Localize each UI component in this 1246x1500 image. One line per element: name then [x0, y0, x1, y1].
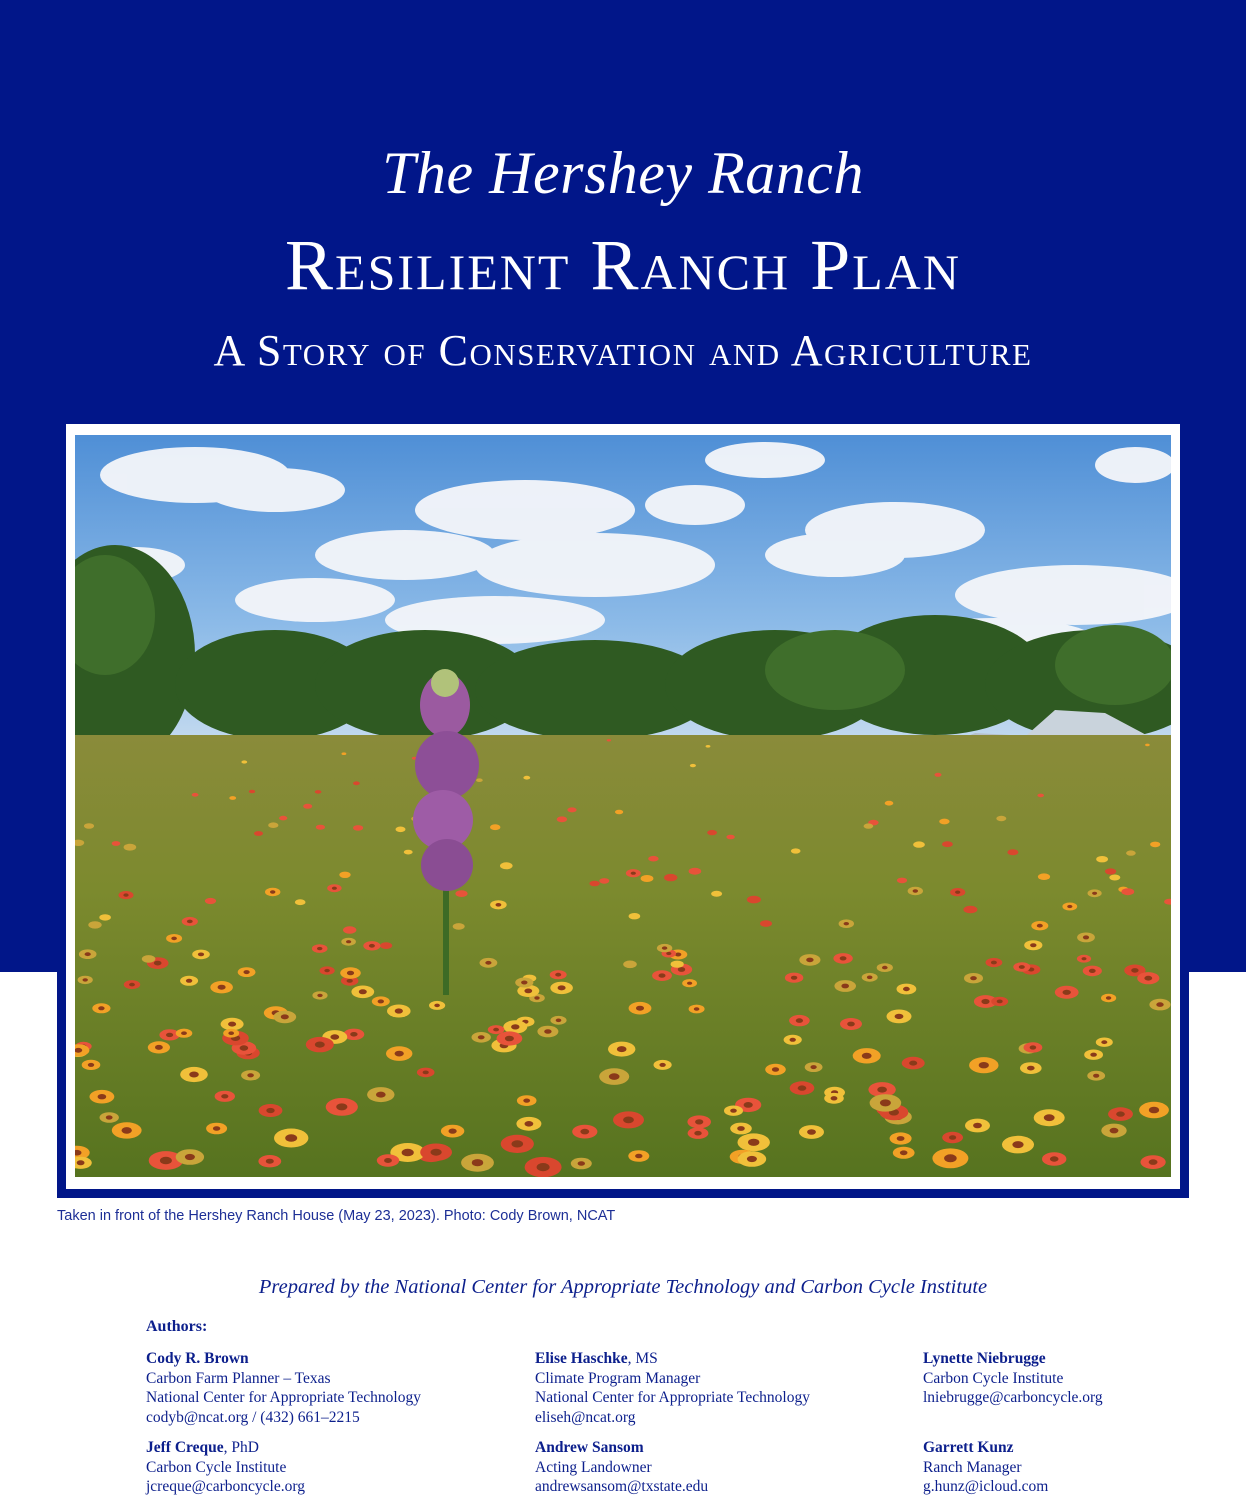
flower: [864, 823, 874, 828]
subtitle: A Story of Conservation and Agriculture: [213, 326, 1033, 375]
flower-center: [106, 1115, 113, 1119]
flower-center: [98, 1094, 107, 1099]
flower: [303, 804, 312, 809]
authors-label: Authors:: [146, 1318, 208, 1335]
flower: [1126, 850, 1136, 855]
flower-center: [281, 1014, 289, 1019]
flower-center: [218, 985, 226, 990]
flower-center: [544, 1029, 551, 1034]
pretitle: The Hershey Ranch: [382, 140, 864, 206]
flower-center: [423, 1071, 429, 1075]
flower: [690, 764, 696, 767]
flower-center: [512, 1140, 524, 1147]
flower-center: [198, 953, 204, 957]
flower-center: [317, 994, 322, 997]
flower-center: [1092, 892, 1097, 895]
flower-center: [537, 1163, 550, 1171]
flower-center: [997, 1000, 1003, 1004]
flower-center: [555, 973, 561, 977]
flower-center: [496, 903, 502, 907]
flower-center: [228, 1031, 234, 1035]
flower-center: [841, 984, 849, 989]
flower-center: [659, 973, 666, 977]
flower-center: [556, 1019, 562, 1023]
flower-center: [737, 1126, 745, 1131]
flower: [942, 841, 953, 847]
flower-center: [336, 1103, 347, 1110]
flower: [1121, 888, 1134, 895]
flower-center: [895, 1014, 904, 1019]
flower-center: [609, 1073, 620, 1080]
flower: [396, 827, 406, 833]
flower: [254, 831, 263, 836]
flower-center: [1149, 1159, 1158, 1165]
flower: [241, 760, 247, 763]
flower-center: [678, 967, 685, 972]
flower-center: [88, 1063, 94, 1067]
author-name: Lynette Niebrugge: [923, 1350, 1046, 1367]
author-card: Jeff Creque, PhD Carbon Cycle Institute jcreque@carboncycle.org: [146, 1439, 306, 1495]
author-name: Andrew Sansom: [535, 1439, 644, 1456]
flower-center: [187, 920, 193, 924]
flower-center: [1144, 976, 1152, 981]
flower: [599, 878, 609, 884]
flower-center: [524, 989, 532, 994]
flower-center: [434, 1004, 440, 1008]
flower-center: [347, 971, 354, 976]
flower-center: [796, 1018, 803, 1023]
flower: [913, 841, 925, 847]
flower-center: [1044, 1114, 1055, 1121]
flower-center: [944, 1154, 957, 1162]
flower-center: [578, 1161, 585, 1166]
flower: [343, 926, 356, 933]
flower: [453, 923, 465, 930]
flower-center: [359, 989, 367, 994]
author-name: Garrett Kunz: [923, 1439, 1014, 1456]
flower: [996, 816, 1006, 821]
flower: [404, 850, 413, 855]
flower: [295, 899, 306, 905]
flower-center: [867, 976, 873, 980]
meadow-illustration: [75, 435, 1171, 1177]
flower-center: [847, 1022, 855, 1027]
flower-center: [431, 1149, 442, 1156]
flower-center: [1116, 1111, 1125, 1116]
flower: [607, 739, 611, 741]
flower-center: [350, 1032, 357, 1037]
flower-center: [695, 1119, 703, 1124]
flower-center: [558, 985, 566, 990]
flower-center: [772, 1067, 779, 1072]
wildflower-meadow-photo: [75, 435, 1171, 1177]
flower-center: [472, 1159, 483, 1166]
flower-center: [790, 1038, 796, 1042]
flower: [963, 906, 977, 914]
flower-center: [98, 1006, 104, 1010]
flower-center: [694, 1131, 701, 1136]
flower-center: [1156, 1002, 1163, 1007]
flower-center: [185, 1154, 195, 1160]
flower-center: [973, 1123, 982, 1129]
flower: [707, 830, 717, 835]
flower: [455, 890, 467, 897]
flower: [1038, 873, 1050, 880]
flower-center: [1090, 1053, 1097, 1057]
flower-center: [332, 887, 337, 890]
flower-center: [662, 946, 667, 949]
flower: [84, 823, 94, 829]
flower-center: [83, 978, 88, 981]
flower-center: [154, 961, 162, 966]
flower-center: [186, 979, 192, 983]
flower: [791, 848, 801, 853]
flower-center: [1083, 935, 1089, 939]
flower-center: [623, 1117, 634, 1124]
flower: [1007, 849, 1018, 855]
flower-center: [617, 1046, 627, 1052]
flower-center: [635, 1154, 642, 1159]
flower: [353, 781, 360, 785]
flower-center: [266, 1108, 274, 1113]
flower-center: [449, 1129, 457, 1134]
flower-center: [1101, 1040, 1107, 1044]
flower-center: [1030, 943, 1036, 947]
flower-center: [521, 981, 527, 985]
flower: [99, 914, 111, 920]
flower: [1150, 842, 1160, 848]
flower-center: [123, 893, 128, 896]
flower: [249, 790, 255, 794]
flower-center: [534, 996, 539, 999]
flower: [726, 835, 734, 840]
flower-center: [221, 1094, 228, 1098]
flower-center: [955, 891, 960, 894]
flower-center: [687, 982, 692, 985]
flower-center: [1030, 1045, 1037, 1049]
flower: [1037, 794, 1044, 798]
flower-center: [525, 1121, 534, 1127]
flower-center: [791, 976, 797, 980]
photo-frame: [57, 415, 1189, 1198]
author-name: Elise Haschke: [535, 1350, 628, 1367]
flower-center: [1012, 1141, 1023, 1148]
prepared-by: Prepared by the National Center for Appropriate Technology and Carbon Cycle Institute: [258, 1276, 988, 1298]
flower: [268, 822, 278, 828]
flower-center: [395, 1051, 404, 1057]
flower-center: [85, 952, 91, 956]
flower: [641, 875, 654, 882]
flower: [142, 955, 156, 963]
flower-center: [315, 1042, 325, 1048]
flower: [476, 778, 483, 782]
flower: [557, 816, 567, 822]
flower: [760, 920, 772, 927]
author-card: Cody R. Brown Carbon Farm Planner – Texas National Center for Appropriate Technology codyb@ncat.org / (432) 661–2215: [146, 1350, 421, 1426]
flower-center: [478, 1035, 485, 1039]
flower: [747, 896, 761, 904]
flower: [885, 801, 894, 806]
flower-center: [384, 1158, 392, 1163]
flower: [500, 862, 513, 869]
flower-center: [806, 958, 813, 963]
flower-center: [160, 1157, 172, 1165]
flower-center: [840, 956, 847, 960]
flower-center: [485, 961, 491, 965]
author-card: Andrew Sansom Acting Landowner andrewsansom@txstate.edu: [535, 1439, 709, 1495]
flower: [567, 807, 576, 812]
flower-center: [877, 1087, 887, 1093]
flower: [192, 793, 199, 797]
flower-center: [1149, 1107, 1159, 1114]
flower-center: [247, 1073, 254, 1077]
author-name: Cody R. Brown: [146, 1350, 249, 1367]
flower: [648, 856, 658, 862]
flower-center: [694, 1007, 700, 1011]
flower-center: [897, 1136, 905, 1141]
flower: [112, 841, 121, 846]
flower-center: [244, 970, 250, 974]
flower: [664, 874, 677, 881]
flower-center: [744, 1102, 753, 1108]
flower-center: [122, 1127, 132, 1134]
flower-center: [659, 1063, 665, 1067]
flower-center: [798, 1085, 807, 1090]
flower-center: [900, 1150, 908, 1155]
flower: [88, 921, 101, 928]
flower-center: [631, 872, 636, 875]
flower-center: [1019, 965, 1025, 969]
photo-caption: Taken in front of the Hershey Ranch House (May 23, 2023). Photo: Cody Brown, NCAT: [57, 1208, 616, 1224]
flower-center: [580, 1129, 589, 1135]
flower: [897, 878, 907, 884]
flower: [124, 844, 137, 851]
flower-center: [913, 889, 918, 892]
flower: [1145, 744, 1150, 747]
flower-center: [1037, 924, 1043, 928]
flower-center: [831, 1096, 838, 1100]
flower: [229, 796, 236, 800]
flower-center: [1093, 1074, 1099, 1078]
flower-center: [189, 1072, 199, 1078]
flower: [939, 819, 949, 825]
flower: [1105, 868, 1116, 874]
flower: [523, 776, 530, 780]
flower-center: [844, 922, 849, 925]
flower-center: [991, 961, 997, 965]
flower-center: [395, 1008, 403, 1013]
flower: [339, 872, 350, 878]
flower-center: [347, 979, 353, 983]
flower-center: [285, 1134, 297, 1142]
flower-center: [811, 1065, 817, 1069]
flower: [1109, 875, 1120, 881]
flower: [706, 745, 711, 748]
flower-center: [505, 1036, 514, 1042]
flower: [629, 913, 641, 919]
flower: [711, 891, 722, 897]
flower-center: [213, 1126, 220, 1131]
flower: [935, 773, 942, 777]
flower-center: [1106, 996, 1111, 999]
flower-center: [1027, 1066, 1035, 1071]
flower-center: [903, 987, 910, 991]
flower-center: [324, 969, 329, 972]
flower-center: [493, 1028, 499, 1032]
flower-center: [909, 1061, 917, 1066]
flower-center: [369, 944, 375, 948]
main-title: Resilient Ranch Plan: [285, 225, 961, 305]
flower-center: [266, 1159, 274, 1164]
flower-center: [880, 1099, 891, 1106]
flower-center: [166, 1033, 173, 1037]
flower-center: [1063, 990, 1071, 995]
flower-center: [666, 952, 671, 955]
flower-center: [882, 966, 888, 970]
flower-center: [862, 1053, 872, 1059]
flower: [671, 961, 684, 968]
flower-center: [511, 1024, 519, 1029]
flower-center: [270, 890, 275, 893]
flower: [279, 816, 287, 821]
author-card: Lynette Niebrugge Carbon Cycle Institute lniebrugge@carboncycle.org: [923, 1350, 1103, 1406]
flower: [342, 752, 347, 755]
flower-center: [970, 976, 977, 980]
flower: [615, 810, 623, 815]
flower-center: [807, 1129, 816, 1135]
author-card: Garrett Kunz Ranch Manager g.hunz@icloud.com: [923, 1439, 1049, 1495]
flower-center: [636, 1006, 644, 1011]
flower-center: [949, 1135, 956, 1140]
flower-center: [730, 1109, 737, 1113]
flower-center: [330, 1034, 339, 1039]
flower-center: [1131, 968, 1138, 973]
flower: [689, 868, 702, 875]
flower-center: [748, 1139, 759, 1146]
author-name: Jeff Creque: [146, 1439, 224, 1456]
flower: [589, 881, 599, 887]
flower: [315, 790, 322, 794]
flower-center: [378, 999, 384, 1003]
flower-center: [228, 1022, 236, 1027]
flower-center: [981, 999, 989, 1004]
flower-center: [129, 983, 135, 987]
flower-center: [171, 937, 177, 941]
flower-center: [155, 1045, 163, 1050]
flower-center: [181, 1031, 187, 1035]
flower: [316, 825, 325, 830]
flower-center: [376, 1092, 386, 1098]
flower-center: [1067, 905, 1072, 908]
flower-center: [1082, 957, 1087, 960]
flower: [1096, 856, 1108, 862]
flower-center: [402, 1149, 414, 1157]
flower-center: [1110, 1128, 1119, 1134]
flower: [490, 824, 500, 830]
flower: [623, 961, 637, 969]
flower-center: [346, 940, 351, 943]
flower: [205, 898, 216, 904]
flower-center: [523, 1099, 530, 1103]
flower: [353, 825, 363, 831]
flower-center: [317, 947, 322, 950]
flower-center: [747, 1156, 757, 1162]
flower: [380, 942, 392, 949]
flower-center: [1050, 1156, 1059, 1161]
flower-center: [979, 1062, 989, 1068]
flower-center: [77, 1160, 85, 1165]
flower-center: [240, 1045, 249, 1050]
author-card: Elise Haschke, MS Climate Program Manager National Center for Appropriate Technology eliseh@ncat.org: [535, 1350, 810, 1426]
flower-center: [1089, 969, 1096, 973]
